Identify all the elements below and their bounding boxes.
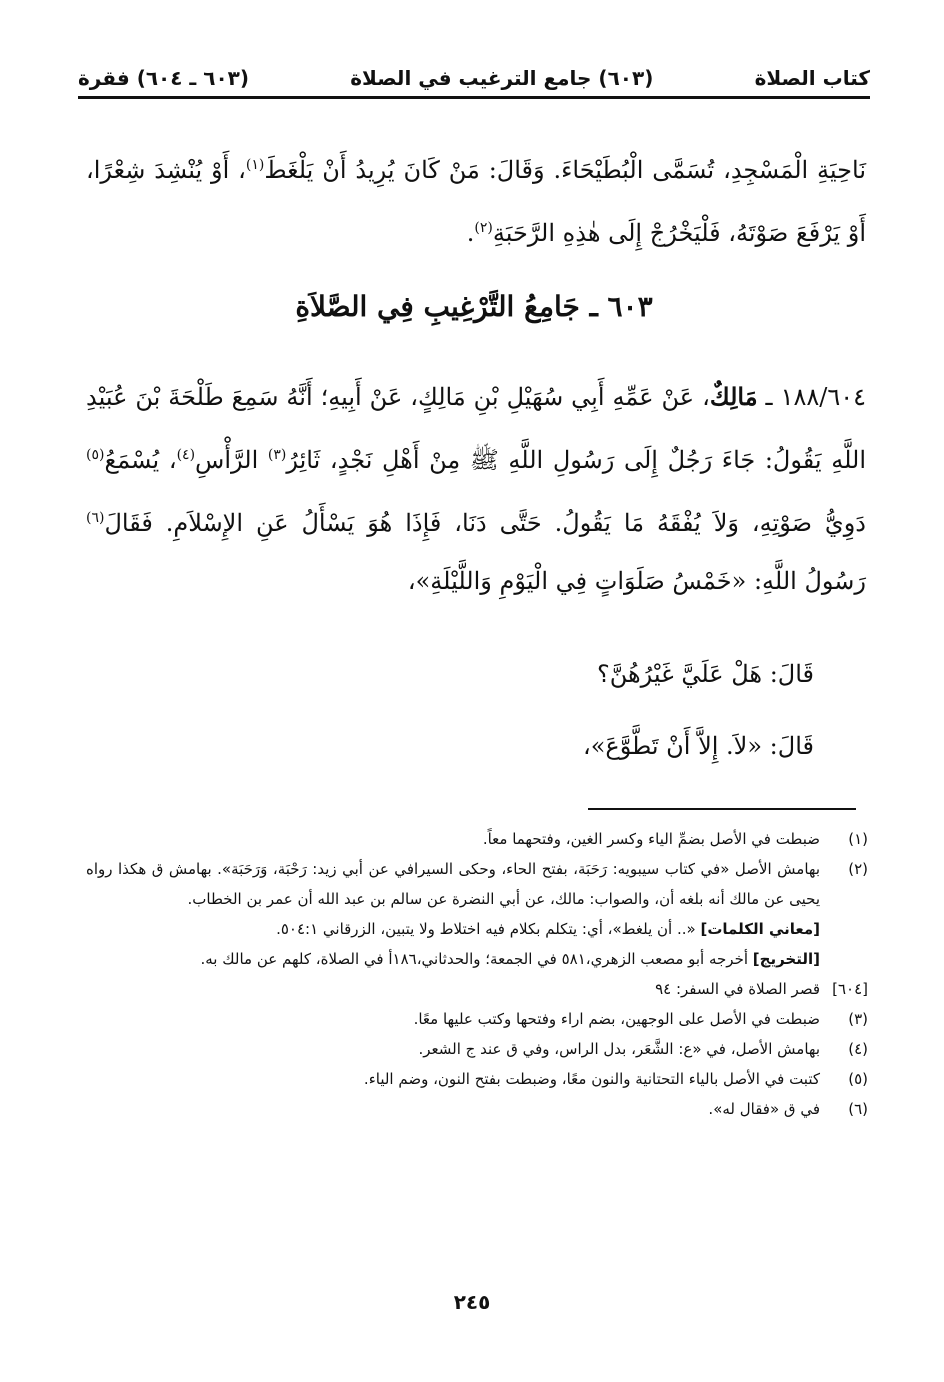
- footnote-number: (٥): [848, 1070, 868, 1088]
- intro-text-2: ، أَوْ يُنْشِدَ شِعْرًا، أَوْ يَرْفَعَ صَوْتَهُ، فَلْيَخْرُجْ إِلَى هٰذِهِ الرَّحَبَةِ: [86, 156, 866, 247]
- header-paragraph-range: (٦٠٣ ـ ٦٠٤) فقرة: [78, 66, 249, 90]
- hadith-text-1: ، عَنْ عَمِّهِ أَبِي سُهَيْلِ بْنِ مَالِكٍ، عَنْ أَبِيهِ؛ أَنَّهُ سَمِعَ طَلْحَةَ بْنَ عُبَيْدِ اللَّهِ يَقُولُ: جَاءَ رَجُلٌ إِلَى رَسُولِ اللَّهِ ﷺ مِنْ أَهْلِ نَجْدٍ، ثَائِرُ: [86, 383, 866, 474]
- footnote-ref-4: (٤): [176, 447, 196, 463]
- footnote-text: كتبت في الأصل بالياء التحتانية والنون معًا، وضبطت بفتح النون، وضم الياء.: [363, 1070, 820, 1088]
- footnotes-section: [86, 824, 868, 1124]
- hadith-paragraph: [86, 368, 866, 610]
- running-header: [78, 50, 870, 90]
- footnote-text: في ق «فقال له».: [708, 1100, 820, 1118]
- footnote-ref-3: (٣): [267, 447, 287, 463]
- footnote-number: (٣): [848, 1010, 868, 1028]
- header-book-title: كتاب الصلاة: [754, 66, 870, 90]
- page-number: ٢٤٥: [453, 1290, 491, 1314]
- hadith-text-2: الرَّأْسِ: [195, 446, 268, 474]
- takhrij-note: [86, 944, 868, 974]
- footnote-4: [86, 1034, 868, 1064]
- answer-line: قَالَ: «لاَ. إِلاَّ أَنْ تَطَّوَّعَ»،: [583, 732, 814, 760]
- footnote-text: قصر الصلاة في السفر: ٩٤: [655, 980, 820, 998]
- footnote-number: (٦): [848, 1100, 868, 1118]
- footnote-text: بهامش الأصل، في «ع: الشَّعَر، بدل الراس، وفي ق عند ج الشعر.: [418, 1040, 820, 1058]
- hadith-text-3: ، يُسْمَعُ: [104, 446, 177, 474]
- footnote-ref-1: (١): [245, 157, 265, 173]
- footnote-ref-2: (٢): [474, 220, 493, 236]
- footnote-divider: [588, 808, 856, 810]
- footnote-text: ضبطت في الأصل على الوجهين، بضم اراء وفتحها وكتب عليها معًا.: [413, 1010, 820, 1028]
- hadith-number: ١٨٨/٦٠٤ ـ: [765, 383, 866, 411]
- footnote-number: (٢): [848, 860, 868, 878]
- footnote-number: [٦٠٤]: [832, 980, 868, 998]
- footnote-text: ضبطت في الأصل بضمِّ الياء وكسر الغين، وفتحهما معاً.: [482, 830, 820, 848]
- footnote-number: (١): [848, 830, 868, 848]
- footnote-number: (٤): [848, 1040, 868, 1058]
- takhrij-text: أخرجه أبو مصعب الزهري،٥٨١ في الجمعة؛ والحدثاني،١٨٦أ في الصلاة، كلهم عن مالك به.: [200, 950, 753, 968]
- footnote-text: بهامش الأصل «في كتاب سيبويه: رَحَبَة، بفتح الحاء، وحكى السيرافي عن أبي زيد: رَحْبَة، وَرَحَبَة». بهامش ق هكذا رواه يحيى عن مالك أنه بلغه أن، والصواب: مالك، عن أبي النضرة عن سالم بن عبد الله أن عمر بن الخطاب.: [86, 860, 820, 908]
- header-chapter-title: (٦٠٣) جامع الترغيب في الصلاة: [350, 66, 654, 90]
- footnote-5: [86, 1064, 868, 1094]
- footnote-3: [86, 1004, 868, 1034]
- hadith-text-5: رَسُولُ اللَّهِ: «خَمْسُ صَلَوَاتٍ فِي الْيَوْمِ وَاللَّيْلَةِ»،: [407, 567, 866, 595]
- footnote-2: [86, 854, 868, 914]
- question-line: قَالَ: هَلْ عَلَيَّ غَيْرُهُنَّ؟: [597, 660, 814, 688]
- intro-paragraph: [86, 136, 866, 262]
- footnote-ref-6: (٦): [86, 510, 105, 526]
- section-heading: ٦٠٣ ـ جَامِعُ التَّرْغِيبِ فِي الصَّلاَةِ: [295, 290, 653, 323]
- intro-text-1: نَاحِيَةِ الْمَسْجِدِ، تُسَمَّى الْبُطَيْحَاءَ. وَقَالَ: مَنْ كَانَ يُرِيدُ أَنْ يَلْغَطَ: [264, 156, 866, 184]
- footnote-ref-5: (٥): [86, 447, 105, 463]
- hadith-narrator: مَالِكٌ: [709, 382, 758, 411]
- header-divider: [78, 96, 870, 99]
- footnote-1: [86, 824, 868, 854]
- footnote-604: [86, 974, 868, 1004]
- takhrij-label: [التخريج]: [752, 950, 820, 968]
- word-meanings-label: [معاني الكلمات]: [700, 920, 820, 938]
- word-meanings-text: «.. أن يلغط»، أي: يتكلم بكلام فيه اختلاط ولا يتبين، الزرقاني ٥٠٤:١.: [276, 920, 701, 938]
- footnote-6: [86, 1094, 868, 1124]
- word-meanings-note: [86, 914, 868, 944]
- hadith-text-4: دَوِيُّ صَوْتِهِ، وَلاَ يُفْقَهُ مَا يَقُولُ. حَتَّى دَنَا، فَإِذَا هُوَ يَسْأَلُ عَنِ الإِسْلاَمِ. فَقَالَ: [104, 509, 866, 537]
- intro-text-3: .: [466, 219, 475, 247]
